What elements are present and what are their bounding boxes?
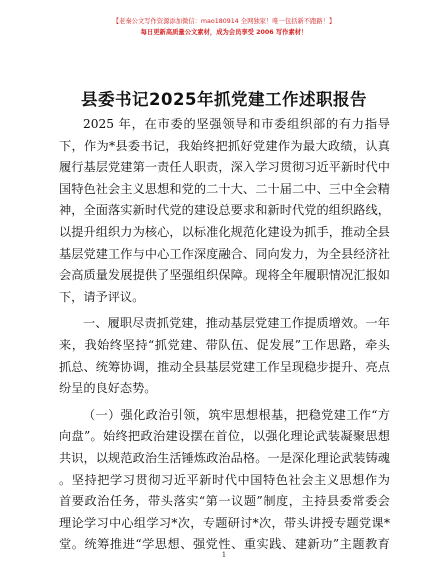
text-line: 一、履职尽责抓党建，推动基层党建工作提质增效。一年 — [83, 316, 390, 331]
promo-banner-line-1: 【老秦公文写作资源添加微信：mao180914 全网独家！唯一包括新不跑路！】 — [112, 18, 336, 25]
text-line: 2025 年，在市委的坚强领导和市委组织部的有力指导 — [83, 117, 390, 131]
page-number: 1 — [221, 551, 227, 559]
text-line: 首要政治任务，带头落实“第一议题”制度，主持县委常委会 — [59, 494, 390, 509]
text-line: 会高质量发展提供了坚强组织保障。现将全年履职情况汇报如 — [59, 268, 390, 283]
document-title: 县委书记2025年抓党建工作述职报告 — [81, 90, 367, 109]
text-line: 理论学习中心组学习*次，专题研讨*次，带头讲授专题党课* — [59, 515, 390, 530]
promo-banner-line-2: 每日更新高质量公文素材，成为会员享受 2006 写作素材！ — [140, 29, 308, 36]
paragraph-intro — [59, 114, 390, 308]
paragraph-subsection-one — [59, 405, 390, 556]
text-line: 下，请予评议。 — [59, 289, 145, 304]
paragraph-section-one — [59, 313, 390, 399]
text-line: 来，我始终坚持“抓党建、带队伍、促发展”工作思路，牵头 — [59, 337, 390, 352]
text-line: （一）强化政治引领，筑牢思想根基，把稳党建工作“方 — [83, 407, 390, 422]
text-line: 抓总、统筹协调，推动全县基层党建工作呈现稳步提升、亮点 — [59, 359, 390, 374]
text-line: 共识，以规范政治生活锤炼政治品格。一是深化理论武装铸魂 — [59, 450, 390, 465]
text-line: 神，全面落实新时代党的建设总要求和新时代党的组织路线， — [59, 203, 390, 218]
text-line: 堂。统筹推进“学思想、强党性、重实践、建新功”主题教育 — [59, 537, 390, 552]
text-line: 国特色社会主义思想和党的二十大、二十届二中、三中全会精 — [59, 181, 390, 196]
text-line: 以提升组织力为核心，以标准化规范化建设为抓手，推动全县 — [59, 224, 390, 239]
text-line: 。坚持把学习贯彻习近平新时代中国特色社会主义思想作为 — [59, 472, 390, 487]
text-line: 下，作为*县委书记，我始终把抓好党建作为最大政绩，认真 — [59, 138, 390, 153]
text-line: 纷呈的良好态势。 — [59, 381, 157, 396]
text-line: 基层党建工作与中心工作深度融合、同向发力，为全县经济社 — [59, 246, 390, 261]
text-line: 向盘”。始终把政治建设摆在首位，以强化理论武装凝聚思想 — [59, 429, 390, 444]
document-body — [59, 114, 390, 556]
text-line: 履行基层党建第一责任人职责，深入学习贯彻习近平新时代中 — [59, 160, 390, 175]
